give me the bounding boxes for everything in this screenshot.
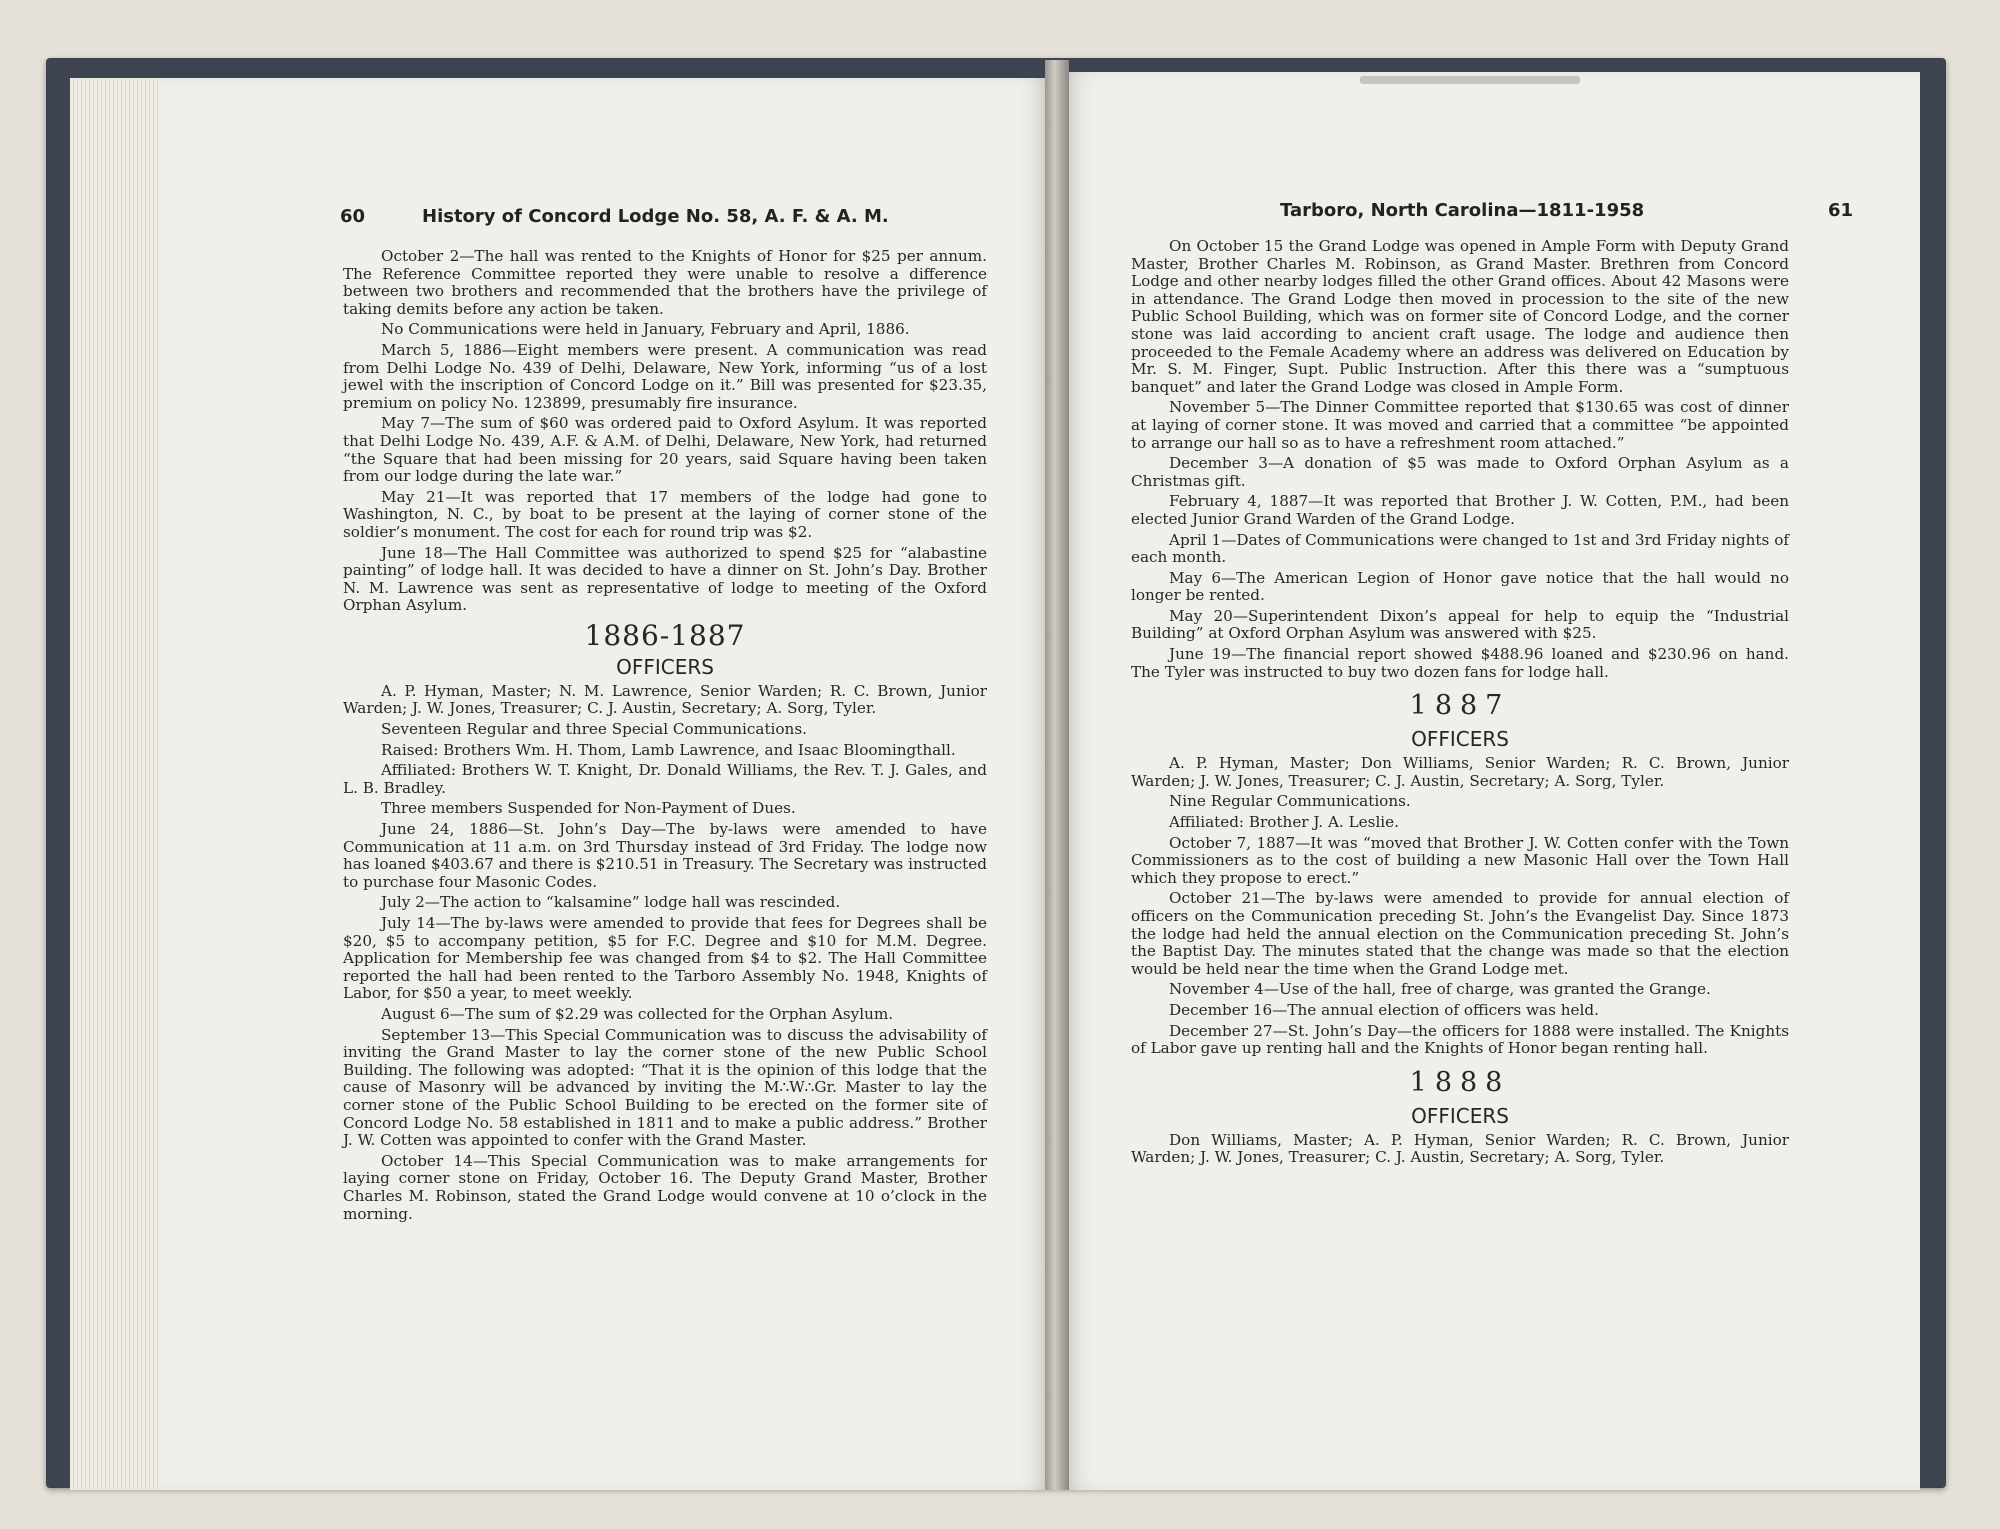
year-heading: 1886-1887: [584, 618, 746, 652]
paragraph: August 6—The sum of $2.29 was collected for the Orphan Asylum.: [381, 1004, 894, 1023]
paragraph: On October 15 the Grand Lodge was opened in Ample Form with Deputy Grand Master, Brother Charles M. Robinson, as Grand Master. Brethren from Concord Lodge and other nearby lodges filled the other Grand offices. About 42 Masons were in attendance. The Grand Lodge then moved in procession to the site of the new Public School Building, which was on former site of Concord Lodge, and the corner stone was laid according to ancient craft usage. The lodge and audience then proceeded to the Female Academy where an address was delivered on Education by Mr. S. M. Finger, Supt. Public Instruction. After this there was a “sumptuous banquet” and later the Grand Lodge was closed in Ample Form.: [1131, 237, 1789, 396]
right-head-title: Tarboro, North Carolina—1811-1958: [1280, 200, 1645, 221]
paragraph: June 18—The Hall Committee was authorized to spend $25 for “alabastine painting” of lodge hall. It was decided to have a dinner on St. John’s Day. Brother N. M. Lawrence was sent as representative of lodge to meeting of the Oxford Orphan Asylum.: [343, 543, 987, 615]
paragraph: Seventeen Regular and three Special Communications.: [381, 720, 807, 739]
right-page-number: 61: [1827, 200, 1853, 221]
paragraph: November 4—Use of the hall, free of charge, was granted the Grange.: [1169, 980, 1711, 999]
paragraph: September 13—This Special Communication was to discuss the advisability of inviting the Grand Master to lay the corner stone of the new Public School Building. The following was adopted: “That it is the opinion of this lodge that the cause of Masonry will be advanced by inviting the M∴W∴Gr. Master to lay the corner stone of the Public School Building to be erected on the former site of Concord Lodge No. 58 established in 1811 and to make a public address.” Brother J. W. Cotten was appointed to confer with the Grand Master.: [343, 1025, 987, 1150]
officers-heading-1888: OFFICERS: [1411, 1103, 1509, 1128]
paragraph: May 7—The sum of $60 was ordered paid to Oxford Asylum. It was reported that Delhi Lodge No. 439, A.F. & A.M. of Delhi, Delaware, New York, had returned “the Square that had been missing for 20 years, said Square having been taken from our lodge during the late war.”: [343, 414, 987, 486]
left-page-number: 60: [340, 206, 366, 227]
paragraph: Raised: Brothers Wm. H. Thom, Lamb Lawrence, and Isaac Bloomingthall.: [381, 740, 956, 759]
paragraph: March 5, 1886—Eight members were present. A communication was read from Delhi Lodge No. 439 of Delhi, Delaware, New York, informing “us of a lost jewel with the inscription of Concord Lodge on it.” Bill was presented for $23.35, premium on policy No. 123899, presumably fire insurance.: [343, 340, 987, 412]
paragraph: December 16—The annual election of officers was held.: [1169, 1000, 1599, 1019]
paragraph: Affiliated: Brothers W. T. Knight, Dr. Donald Williams, the Rev. T. J. Gales, and L. B. Bradley.: [343, 761, 987, 797]
paragraph: May 20—Superintendent Dixon’s appeal for help to equip the “Industrial Building” at Oxford Orphan Asylum was answered with $25.: [1131, 606, 1789, 643]
paragraph: May 6—The American Legion of Honor gave notice that the hall would no longer be rented.: [1131, 568, 1789, 605]
paragraph: July 14—The by-laws were amended to provide that fees for Degrees shall be $20, $5 to accompany petition, $5 for F.C. Degree and $10 for M.M. Degree. Application for Membership fee was changed from $4 to $2. The Hall Committee reported the hall had been rented to the Tarboro Assembly No. 1948, Knights of Labor, for $50 a year, to meet weekly.: [343, 914, 987, 1003]
paragraph: Don Williams, Master; A. P. Hyman, Senior Warden; R. C. Brown, Junior Warden; J. W. Jones, Treasurer; C. J. Austin, Secretary; A. Sorg, Tyler.: [1131, 1130, 1789, 1167]
paragraph: No Communications were held in January, February and April, 1886.: [381, 320, 910, 339]
page-edges: [70, 78, 170, 1490]
paragraph: May 21—It was reported that 17 members of the lodge had gone to Washington, N. C., by boat to be present at the laying of corner stone of the soldier’s monument. The cost for each for round trip was $2.: [343, 487, 987, 541]
paragraph: Affiliated: Brother J. A. Leslie.: [1169, 813, 1399, 832]
paragraph: Nine Regular Communications.: [1169, 792, 1411, 811]
book-gutter: [1045, 60, 1069, 1490]
paragraph: July 2—The action to “kalsamine” lodge hall was rescinded.: [381, 893, 841, 912]
ink-smudge: [1360, 76, 1580, 84]
officers-heading-1887: OFFICERS: [1411, 727, 1509, 752]
left-head-title: History of Concord Lodge No. 58, A. F. & A. M.: [422, 206, 889, 227]
right-page-body: [1131, 238, 1789, 1170]
paragraph: February 4, 1887—It was reported that Brother J. W. Cotten, P.M., had been elected Junior Grand Warden of the Grand Lodge.: [1131, 492, 1789, 528]
paragraph: October 2—The hall was rented to the Knights of Honor for $25 per annum. The Reference Committee reported they were unable to resolve a difference between two brothers and recommended that the brothers have the privilege of taking demits before any action be taken.: [343, 247, 987, 318]
paragraph: October 14—This Special Communication was to make arrangements for laying corner stone on Friday, October 16. The Deputy Grand Master, Brother Charles M. Robinson, stated the Grand Lodge would convene at 10 o’clock in the morning.: [343, 1151, 987, 1223]
paragraph: A. P. Hyman, Master; N. M. Lawrence, Senior Warden; R. C. Brown, Junior Warden; J. W. Jones, Treasurer; C. J. Austin, Secretary; A. Sorg, Tyler.: [343, 681, 987, 718]
paragraph: June 24, 1886—St. John’s Day—The by-laws were amended to have Communication at 11 a.m. on 3rd Thursday instead of 3rd Friday. The lodge now has loaned $403.67 and there is $210.51 in Treasury. The Secretary was instructed to purchase four Masonic Codes.: [343, 820, 987, 891]
officers-heading: OFFICERS: [616, 654, 714, 679]
year-heading-1887: 1887: [1409, 690, 1511, 722]
paragraph: November 5—The Dinner Committee reported that $130.65 was cost of dinner at laying of corner stone. It was moved and carried that a committee “be appointed to arrange our hall so as to have a refreshment room attached.”: [1131, 398, 1789, 452]
paragraph: June 19—The financial report showed $488.96 loaned and $230.96 on hand. The Tyler was instructed to buy two dozen fans for lodge hall.: [1131, 645, 1789, 681]
left-page-body: [343, 248, 987, 1226]
year-heading-1888: 1888: [1409, 1066, 1511, 1098]
right-page: [1058, 72, 1920, 1490]
paragraph: A. P. Hyman, Master; Don Williams, Senior Warden; R. C. Brown, Junior Warden; J. W. Jones, Treasurer; C. J. Austin, Secretary; A. Sorg, Tyler.: [1131, 754, 1789, 790]
paragraph: December 3—A donation of $5 was made to Oxford Orphan Asylum as a Christmas gift.: [1131, 454, 1789, 490]
paragraph: October 7, 1887—It was “moved that Brother J. W. Cotten confer with the Town Commissioners as to the cost of building a new Masonic Hall over the Town Hall which they propose to erect.”: [1131, 833, 1789, 887]
paragraph: December 27—St. John’s Day—the officers for 1888 were installed. The Knights of Labor gave up renting hall and the Knights of Honor began renting hall.: [1131, 1021, 1789, 1058]
paragraph: October 21—The by-laws were amended to provide for annual election of officers on the Communication preceding St. John’s the Evangelist Day. Since 1873 the lodge had held the annual election on the Communication preceding St. John’s the Baptist Day. The minutes stated that the change was made so that the election would be held near the time when the Grand Lodge met.: [1131, 889, 1789, 978]
paragraph: Three members Suspended for Non-Payment of Dues.: [381, 799, 796, 818]
paragraph: April 1—Dates of Communications were changed to 1st and 3rd Friday nights of each month.: [1131, 530, 1789, 567]
left-page: [160, 78, 1055, 1490]
